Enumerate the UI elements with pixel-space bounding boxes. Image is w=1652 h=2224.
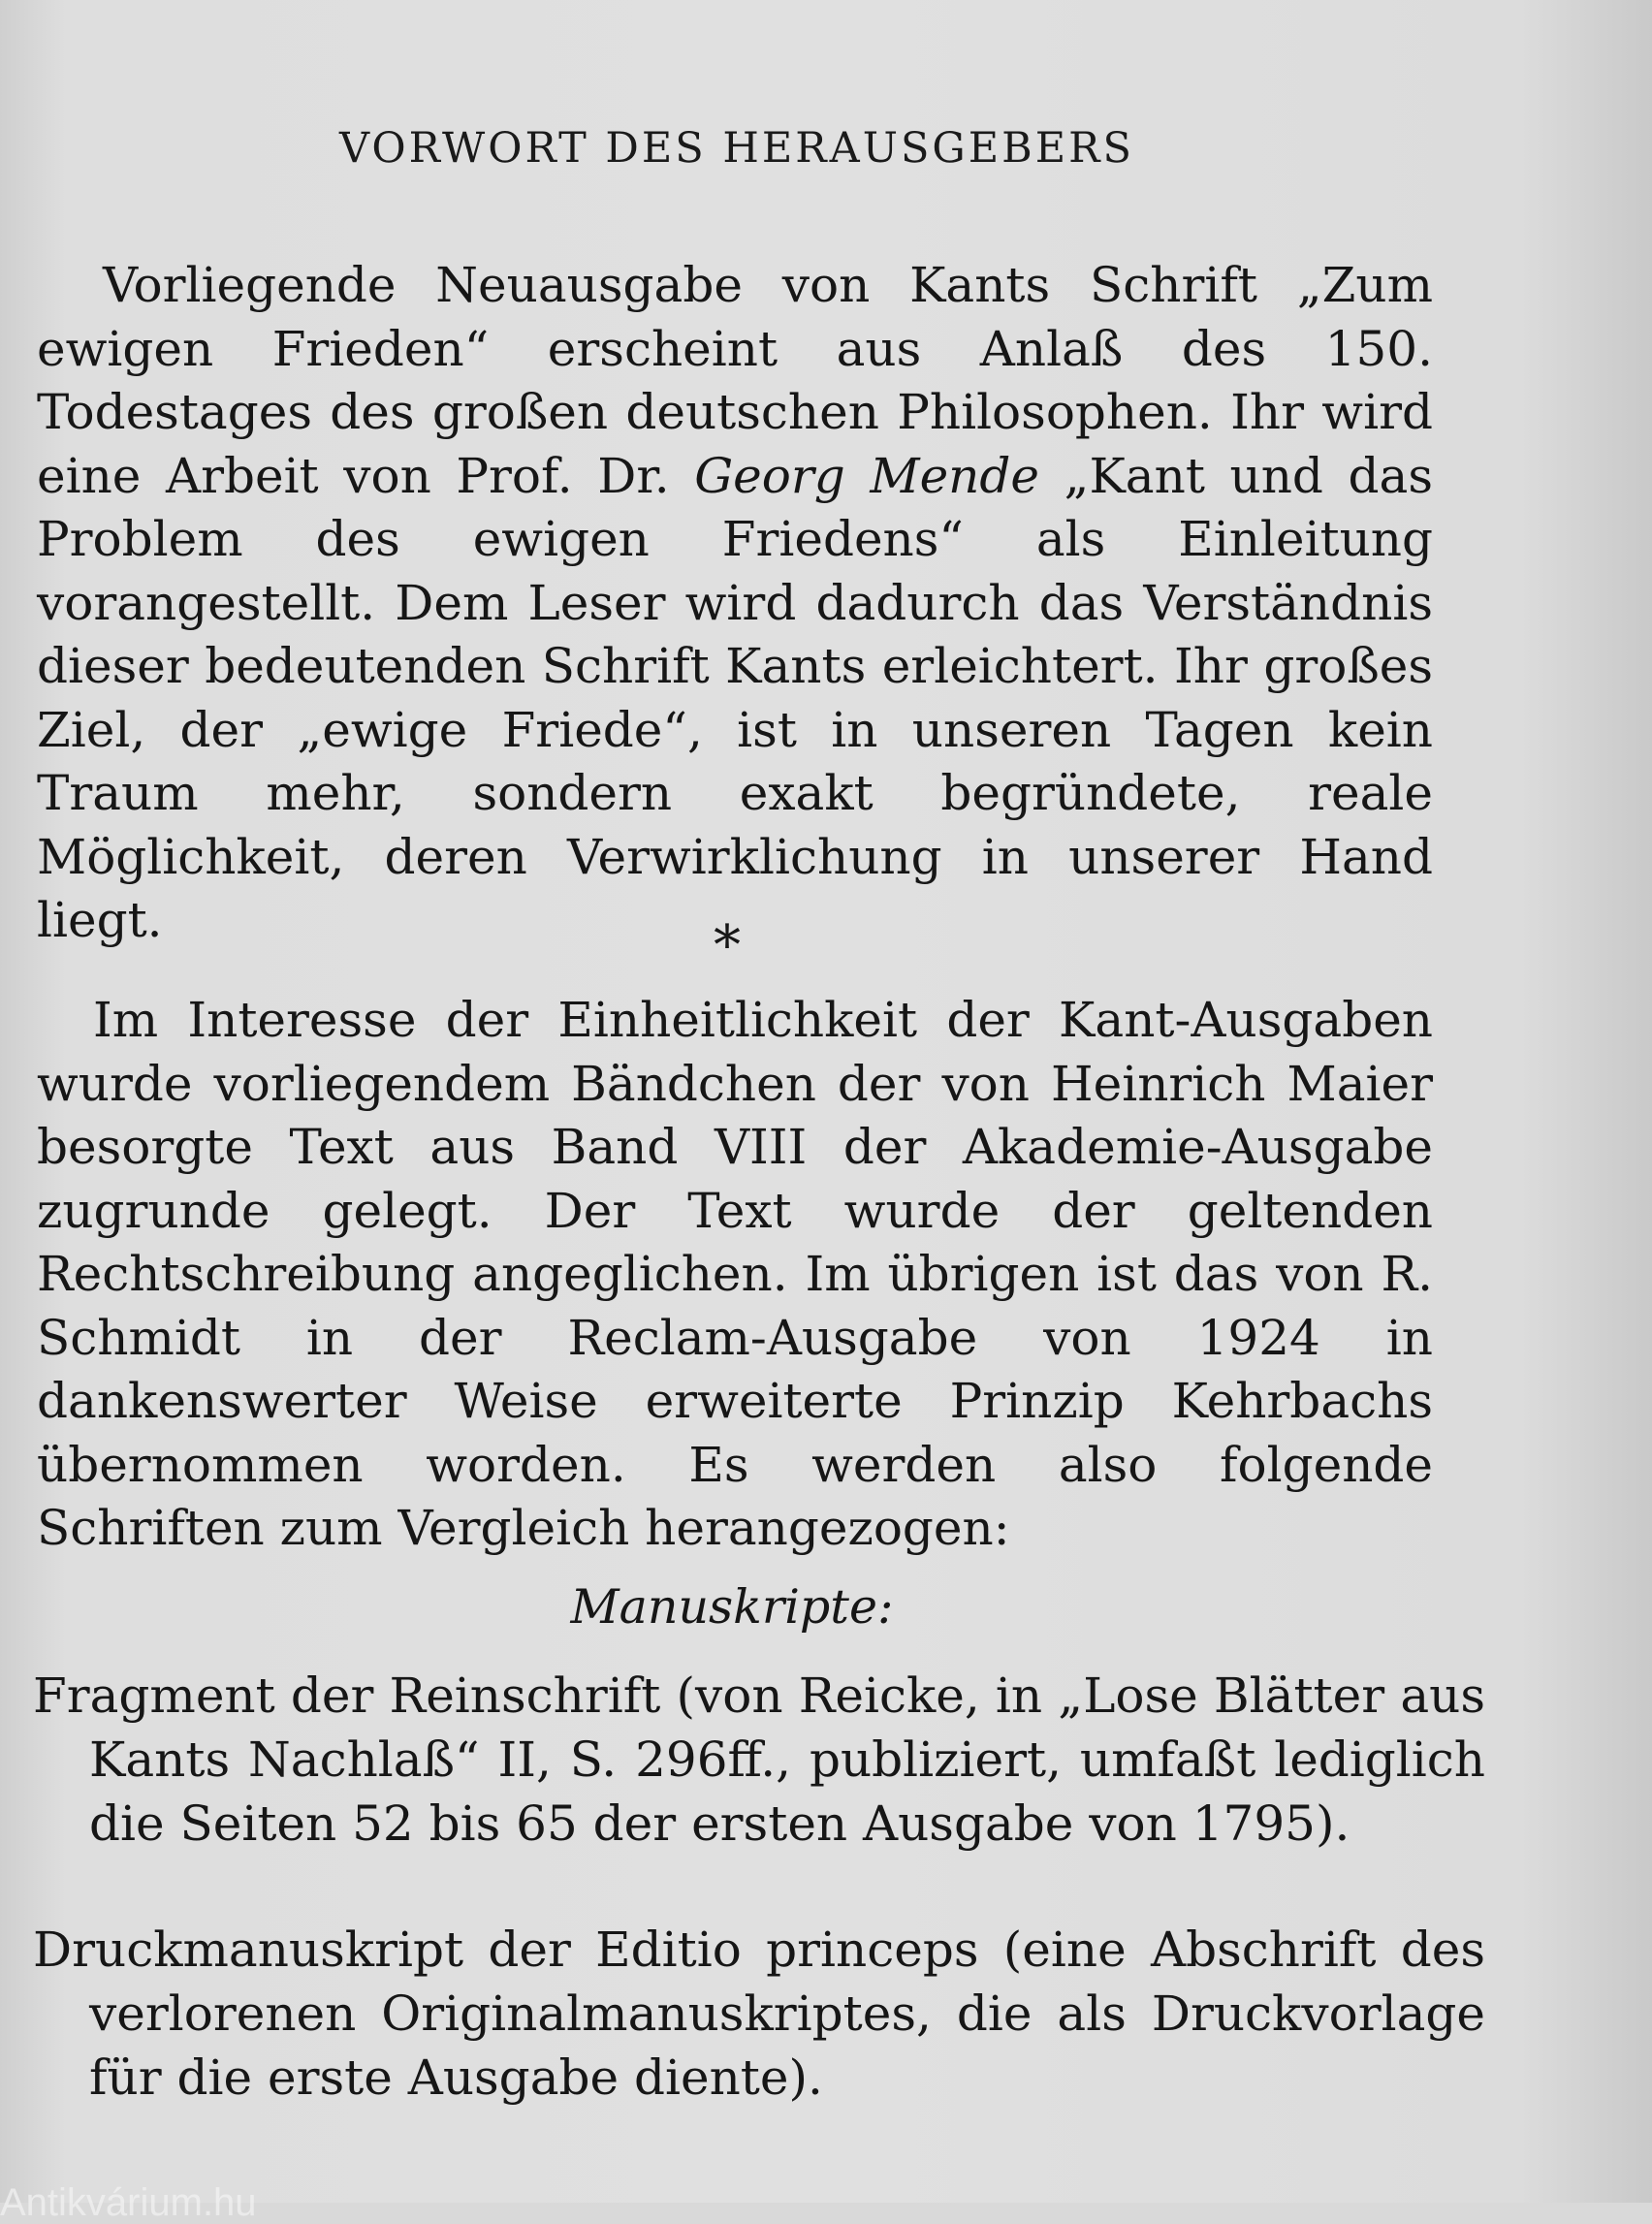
author-name: Georg Mende: [694, 447, 1039, 504]
watermark-text: Antikvárium.hu: [0, 2181, 257, 2224]
manuscript-entry-2: Druckmanuskript der Editio princeps (eine Abschrift des verlorenen Originalmanuskriptes, die als Druckvorlage für die erste Ausgabe diente).: [33, 1922, 1485, 2106]
preface-paragraph-1: [37, 254, 1433, 953]
section-separator: *: [714, 914, 741, 977]
manuscripts-heading: Manuskripte:: [570, 1579, 894, 1635]
page-heading: VORWORT DES HERAUSGEBERS: [339, 124, 1134, 173]
paragraph-1-text-before-name: Vorliegende Neuausgabe von Kants Schrift „Zum ewigen Frieden“ erscheint aus Anlaß des 150. Todestages des großen deutschen Philosophen. Ihr wird eine Arbeit von Prof. Dr.: [37, 257, 1433, 504]
preface-paragraph-2: Im Interesse der Einheitlichkeit der Kant-Ausgaben wurde vorliegendem Bändchen der von Heinrich Maier besorgte Text aus Band VIII der Akademie-Ausgabe zugrunde gelegt. Der Text wurde der geltenden Rechtschreibung angeglichen. Im übrigen ist das von R. Schmidt in der Reclam-Ausgabe von 1924 in dankenswerter Weise erweiterte Prinzip Kehrbachs übernommen worden. Es werden also folgende Schriften zum Vergleich herangezogen:: [37, 992, 1433, 1556]
manuscript-entry-1: Fragment der Reinschrift (von Reicke, in „Lose Blätter aus Kants Nachlaß“ II, S. 296ff., publiziert, umfaßt lediglich die Seiten 52 bis 65 der ersten Ausgabe von 1795).: [33, 1668, 1485, 1852]
paragraph-1-text-after-name: „Kant und das Problem des ewigen Friedens“ als Einleitung vorangestellt. Dem Leser wird dadurch das Verständnis dieser bedeutenden Schrift Kants erleichtert. Ihr großes Ziel, der „ewige Friede“, ist in unseren Tagen kein Traum mehr, sondern exakt begründete, reale Möglichkeit, deren Verwirklichung in unserer Hand liegt.: [37, 447, 1433, 948]
